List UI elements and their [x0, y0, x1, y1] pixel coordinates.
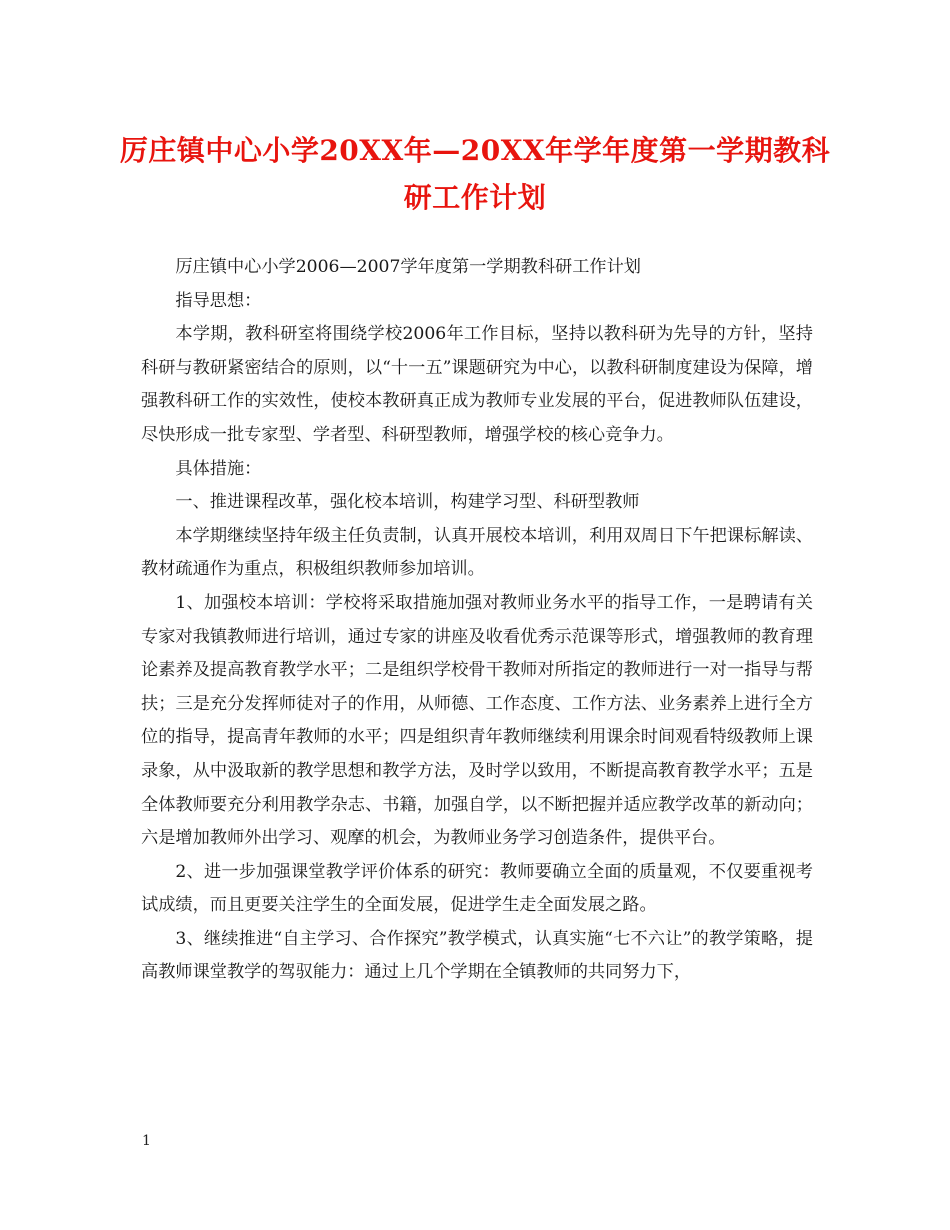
body-paragraph-item-two: 2、进一步加强课堂教学评价体系的研究：教师要确立全面的质量观，不仅要重视考试成绩，而且更要关注学生的全面发展，促进学生走全面发展之路。	[141, 861, 813, 916]
body-paragraph-measures-heading: 具体措施：	[175, 458, 262, 479]
body-paragraph-item-three: 3、继续推进“自主学习、合作探究”教学模式，认真实施“七不六让”的教学策略，提高教师课堂教学的驾驭能力：通过上几个学期在全镇教师的共同努力下，	[141, 928, 813, 983]
body-paragraph-section-one-intro: 本学期继续坚持年级主任负责制，认真开展校本培训，利用双周日下午把课标解读、教材疏通作为重点，积极组织教师参加培训。	[141, 525, 813, 580]
document-body	[141, 251, 813, 990]
page-number: 1	[142, 1133, 151, 1149]
body-paragraph-guiding-heading: 指导思想：	[175, 290, 262, 311]
document-title: 厉庄镇中心小学20XX年—20XX年学年度第一学期教科研工作计划	[119, 134, 831, 214]
body-paragraph-item-one: 1、加强校本培训：学校将采取措施加强对教师业务水平的指导工作，一是聘请有关专家对我镇教师进行培训，通过专家的讲座及收看优秀示范课等形式，增强教师的教育理论素养及提高教育教学水平；二是组织学校骨干教师对所指定的教师进行一对一指导与帮扶；三是充分发挥师徒对子的作用，从师德、工作态度、工作方法、业务素养上进行全方位的指导，提高青年教师的水平；四是组织青年教师继续利用课余时间观看特级教师上课录象，从中汲取新的教学思想和教学方法，及时学以致用，不断提高教育教学水平；五是全体教师要充分利用教学杂志、书籍，加强自学，以不断把握并适应教学改革的新动向；六是增加教师外出学习、观摩的机会，为教师业务学习创造条件，提供平台。	[141, 592, 813, 849]
body-paragraph-section-one-heading: 一、推进课程改革，强化校本培训，构建学习型、科研型教师	[175, 492, 640, 513]
body-paragraph-guiding-text: 本学期，教科研室将围绕学校2006年工作目标，坚持以教科研为先导的方针，坚持科研与教研紧密结合的原则，以“十一五”课题研究为中心，以教科研制度建设为保障，增强教科研工作的实效性，使校本教研真正成为教师专业发展的平台，促进教师队伍建设，尽快形成一批专家型、学者型、科研型教师，增强学校的核心竞争力。	[141, 324, 813, 445]
body-paragraph-subtitle: 厉庄镇中心小学2006—2007学年度第一学期教科研工作计划	[175, 257, 641, 277]
